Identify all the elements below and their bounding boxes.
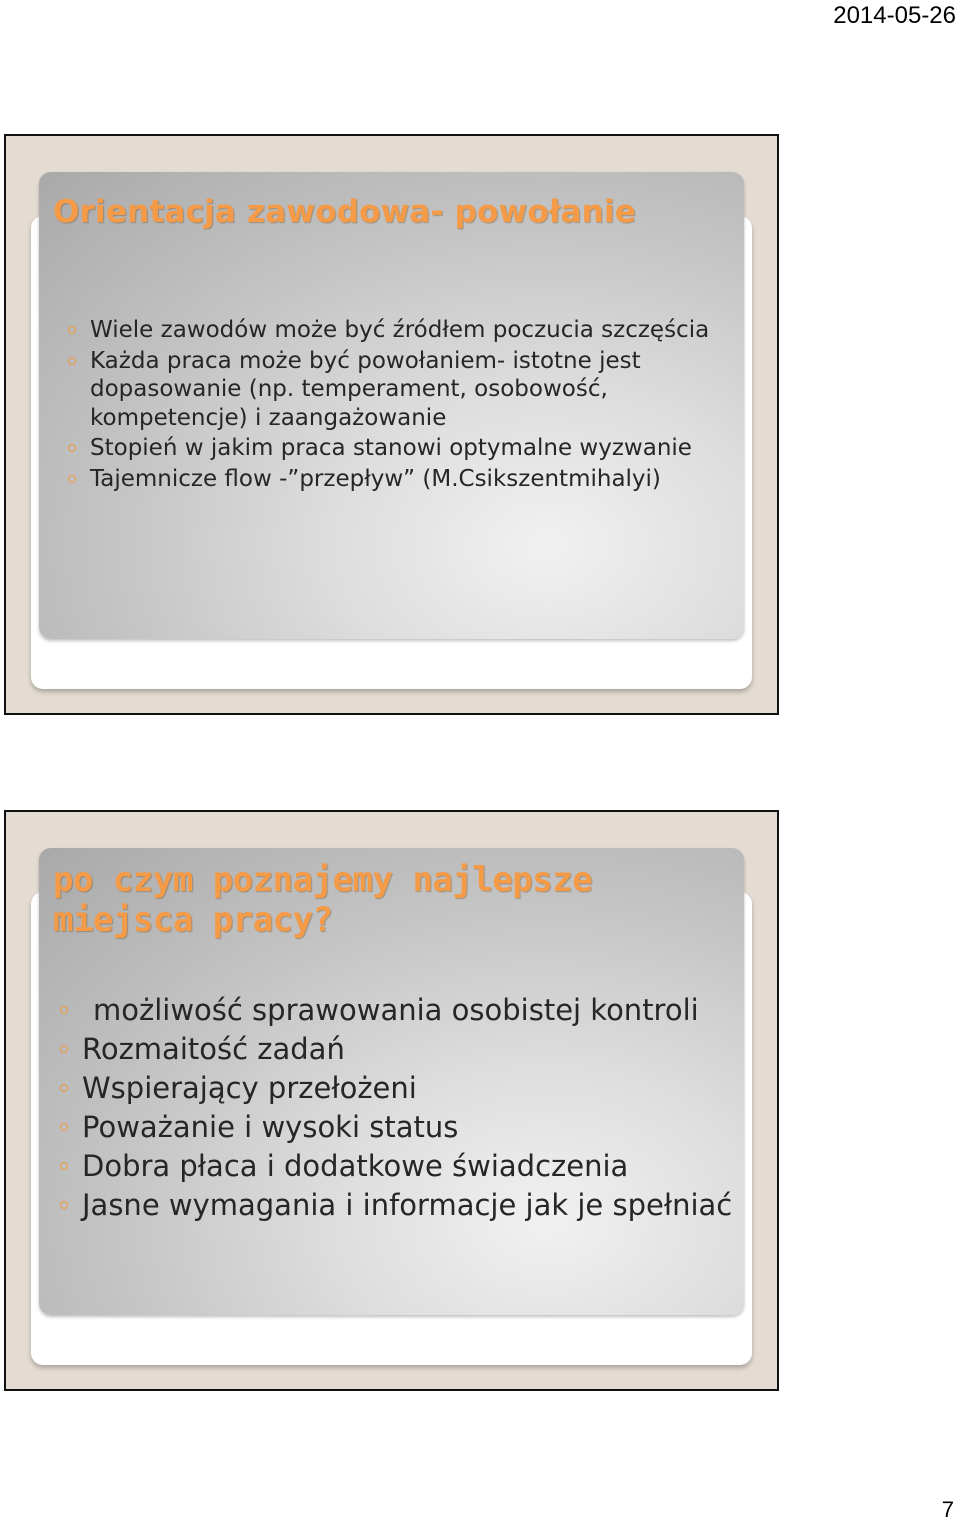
bullet-dot-icon bbox=[68, 326, 76, 334]
list-item-text: Wiele zawodów może być źródłem poczucia szczęścia bbox=[90, 317, 710, 343]
list-item-text: możliwość sprawowania osobistej kontroli bbox=[93, 993, 699, 1027]
bullet-list bbox=[68, 316, 748, 495]
bullet-list bbox=[60, 993, 760, 1227]
list-item-text: Poważanie i wysoki status bbox=[82, 1110, 459, 1144]
list-item bbox=[68, 316, 748, 345]
bullet-dot-icon bbox=[60, 1201, 68, 1209]
list-item bbox=[60, 1071, 760, 1106]
slide-2 bbox=[4, 810, 779, 1391]
list-item bbox=[60, 993, 760, 1028]
list-item bbox=[68, 465, 748, 494]
page-number: 7 bbox=[941, 1497, 954, 1522]
list-item-text: Każda praca może być powołaniem- istotne jest dopasowanie (np. temperament, osobowość, kompetencje) i zaangażowanie bbox=[90, 347, 641, 431]
slide-1 bbox=[4, 134, 779, 715]
bullet-dot-icon bbox=[60, 1084, 68, 1092]
bullet-dot-icon bbox=[60, 1045, 68, 1053]
list-item-text: Wspierający przełożeni bbox=[82, 1071, 417, 1105]
list-item bbox=[60, 1188, 760, 1223]
list-item-text: Stopień w jakim praca stanowi optymalne wyzwanie bbox=[90, 435, 692, 461]
slide-title: po czym poznajemy najlepsze miejsca pracy? bbox=[53, 860, 593, 940]
bullet-dot-icon bbox=[60, 1123, 68, 1131]
list-item bbox=[68, 434, 748, 463]
bullet-dot-icon bbox=[68, 357, 76, 365]
list-item-text: Dobra płaca i dodatkowe świadczenia bbox=[82, 1149, 629, 1183]
list-item bbox=[60, 1110, 760, 1145]
bullet-dot-icon bbox=[60, 1162, 68, 1170]
list-item-text: Tajemnicze flow -”przepływ” (M.Csikszentmihalyi) bbox=[90, 465, 661, 492]
slide-title: Orientacja zawodowa- powołanie bbox=[53, 194, 636, 230]
bullet-dot-icon bbox=[60, 1006, 68, 1014]
page-date: 2014-05-26 bbox=[833, 2, 956, 29]
list-item-text: Rozmaitość zadań bbox=[82, 1032, 345, 1066]
list-item-text: Jasne wymagania i informacje jak je spełniać bbox=[82, 1188, 733, 1222]
list-item bbox=[60, 1032, 760, 1067]
list-item bbox=[60, 1149, 760, 1184]
list-item bbox=[68, 347, 748, 433]
bullet-dot-icon bbox=[68, 444, 76, 452]
bullet-dot-icon bbox=[68, 475, 76, 483]
